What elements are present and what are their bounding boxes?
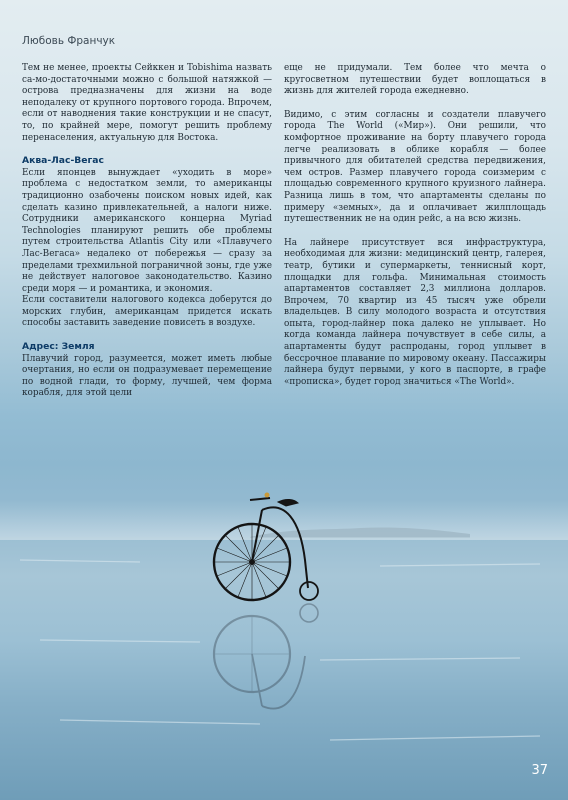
section-heading-aqua-las-vegas: Аква-Лас-Вегас bbox=[22, 155, 104, 167]
section1-paragraph-1: Если японцев вынуждает «уходить в море» проблема с недостатком земли, то американцы традиционно озабочены поиском новых идей, как сделать казино привлекательней, а налоги ниже. Сотрудники американского концерна Myriad Technologies планируют решить обе проблемы путем строительства Atlantis City или «Плавучего Лас-Вегаса» недалеко от побережья — сразу за пределами трехмильной пограничной зоны, где уже не действует налоговое законодательство. Казино среди моря — и романтика, и экономия. bbox=[22, 167, 272, 294]
right-paragraph-3: На лайнере присутствует вся инфраструктура, необходимая для жизни: медицинский центр, галерея, театр, бутики и супермаркеты, теннисный корт, площадки для гольфа. Минимальная стоимость апартаментов составляет 2,3 миллиона долларов. Впрочем, 70 квартир из 45 тысяч уже обрели владельцев. В силу молодого возраста и отсутствия опыта, город-лайнер пока далеко не уплывает. Но когда команда лайнера почувствует в себе силы, а апартаменты будут распроданы, город уплывет в бессрочное плавание по мировому океану. Пассажиры лайнера будут первыми, у кого в паспорте, в графе «прописка», будет город значиться «The World». bbox=[284, 237, 546, 387]
right-column bbox=[284, 63, 546, 388]
section1-paragraph-2: Если составители налогового кодекса доберутся до морских глубин, американцам придется искать способы заставить заведение повисеть в воздухе. bbox=[22, 295, 272, 329]
right-paragraph-2: Видимо, с этим согласны и создатели плавучего города The World («Мир»). Они решили, что комфортное проживание на борту плавучего города легче реализовать в облике корабля — более привычного для обитателей средства передвижения, чем остров. Размер плавучего города соизмерим с площадью современного крупного круизного лайнера. Разница лишь в том, что апартаменты сделаны по примеру «земных», да и оплачивает жилплощадь путешественник не на один рейс, а на всю жизнь. bbox=[284, 109, 546, 225]
intro-paragraph: Тем не менее, проекты Сейккен и Tobishima назвать са-мо-достаточными можно с большой натяжкой — острова предназначены для жизни на воде неподалеку от крупного портового города. Впрочем, если от наводнения такие конструкции и не спасут, то, по крайней мере, помогут решить проблему перенаселения, актуальную для Востока. bbox=[22, 63, 272, 143]
bicycle-reflection bbox=[214, 604, 318, 709]
right-paragraph-1: еще не придумали. Тем более что мечта о кругосветном путешествии будет воплощаться в жизнь для жителей города ежедневно. bbox=[284, 63, 546, 97]
section2-paragraph-1: Плавучий город, разумеется, может иметь любые очертания, но если он подразумевает перемещение по водной глади, то форму, лучшей, чем форма корабля, для этой цели bbox=[22, 353, 272, 399]
section-heading-address-earth: Адрес: Земля bbox=[22, 341, 95, 353]
author-name: Любовь Франчук bbox=[22, 35, 116, 47]
page-number: 37 bbox=[531, 763, 548, 778]
left-column bbox=[22, 63, 272, 400]
